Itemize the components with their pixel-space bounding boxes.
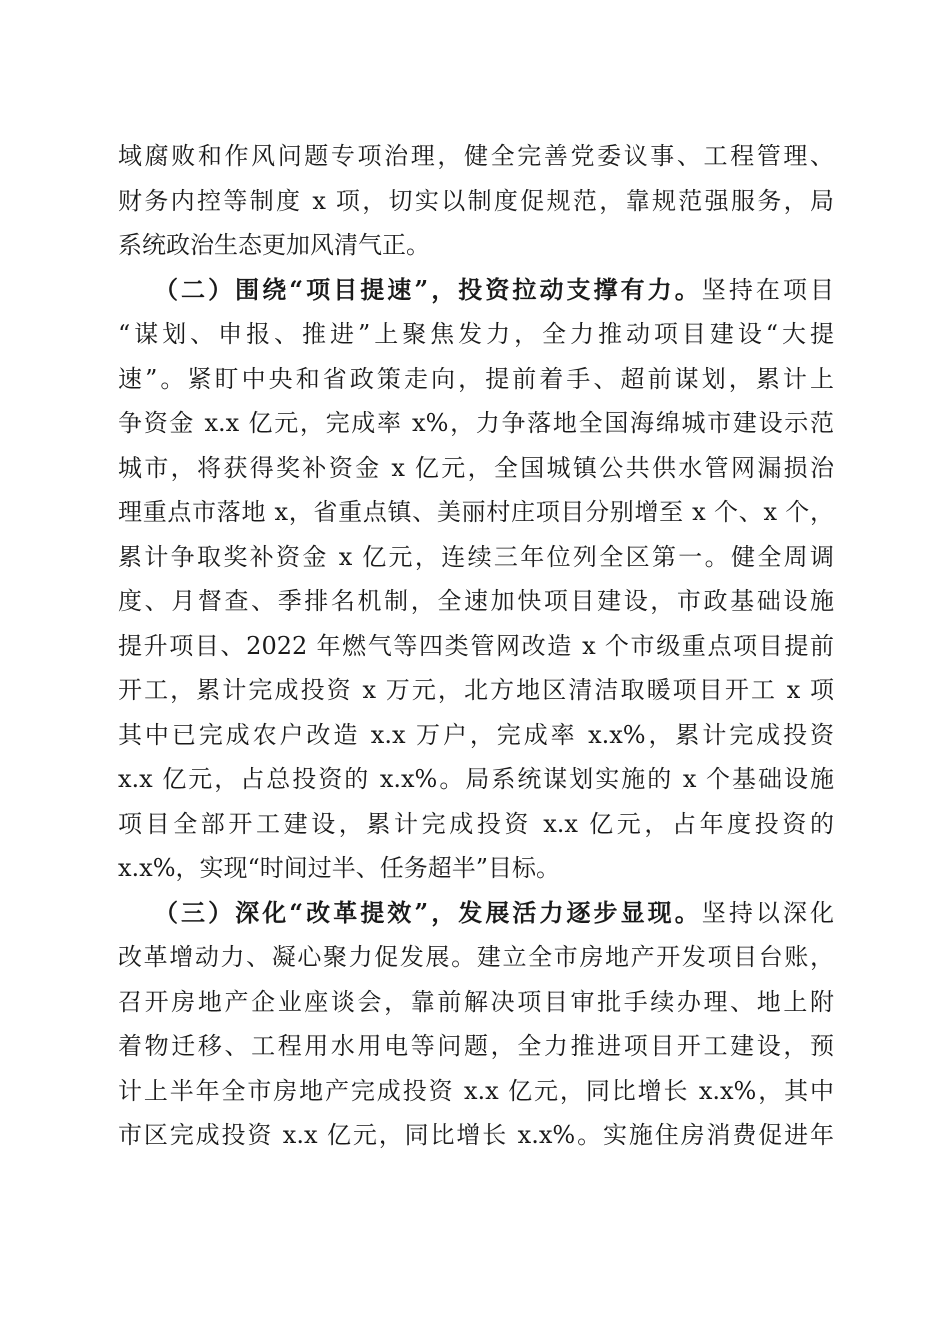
para2-line: 争资金 x.x 亿元，完成率 x%，力争落地全国海绵城市建设示范	[118, 409, 834, 437]
para2-line: 开工，累计完成投资 x 万元，北方地区清洁取暖项目开工 x 项	[118, 676, 834, 704]
para2-line: x.x%，实现“时间过半、任务超半”目标。	[118, 854, 561, 882]
para3-line: 改革增动力、凝心聚力促发展。建立全市房地产开发项目台账，	[118, 943, 834, 971]
para3-line: 计上半年全市房地产完成投资 x.x 亿元，同比增长 x.x%，其中	[118, 1076, 834, 1105]
para2-line: 理重点市落地 x，省重点镇、美丽村庄项目分别增至 x 个、x 个，	[118, 498, 834, 526]
para2-line: 度、月督查、季排名机制，全速加快项目建设，市政基础设施	[118, 587, 834, 615]
section-heading-3: （三）深化“改革提效”，发展活力逐步显现。	[154, 897, 702, 927]
para2-line: x.x 亿元，占总投资的 x.x%。局系统谋划实施的 x 个基础设施	[118, 765, 834, 793]
para2-first-line-text: 坚持在项目	[701, 275, 835, 304]
para2-line: 其中已完成农户改造 x.x 万户，完成率 x.x%，累计完成投资	[118, 720, 834, 749]
para1-line: 系统政治生态更加风清气正。	[118, 231, 430, 259]
para3-line: 着物迁移、工程用水用电等问题，全力推进项目开工建设，预	[118, 1032, 834, 1060]
para3-first-line	[118, 891, 834, 936]
para2-line: 城市，将获得奖补资金 x 亿元，全国城镇公共供水管网漏损治	[118, 453, 834, 482]
para2-first-line	[118, 268, 834, 313]
para3-line: 市区完成投资 x.x 亿元，同比增长 x.x%。实施住房消费促进年	[118, 1121, 834, 1149]
para2-line: 累计争取奖补资金 x 亿元，连续三年位列全区第一。健全周调	[118, 542, 834, 571]
para2-line: 项目全部开工建设，累计完成投资 x.x 亿元，占年度投资的	[118, 809, 834, 838]
para2-line: 提升项目、2022 年燃气等四类管网改造 x 个市级重点项目提前	[118, 631, 834, 660]
para3-first-line-text: 坚持以深化	[701, 898, 835, 927]
document-body	[118, 134, 834, 1158]
para3-line: 召开房地产企业座谈会，靠前解决项目审批手续办理、地上附	[118, 987, 834, 1016]
para2-line: 速”。紧盯中央和省政策走向，提前着手、超前谋划，累计上	[118, 364, 834, 393]
para1-line: 域腐败和作风问题专项治理，健全完善党委议事、工程管理、	[118, 142, 834, 170]
section-heading-2: （二）围绕“项目提速”，投资拉动支撑有力。	[154, 274, 702, 304]
para2-line: “谋划、申报、推进”上聚焦发力，全力推动项目建设“大提	[118, 320, 834, 348]
para1-line: 财务内控等制度 x 项，切实以制度促规范，靠规范强服务，局	[118, 186, 834, 215]
